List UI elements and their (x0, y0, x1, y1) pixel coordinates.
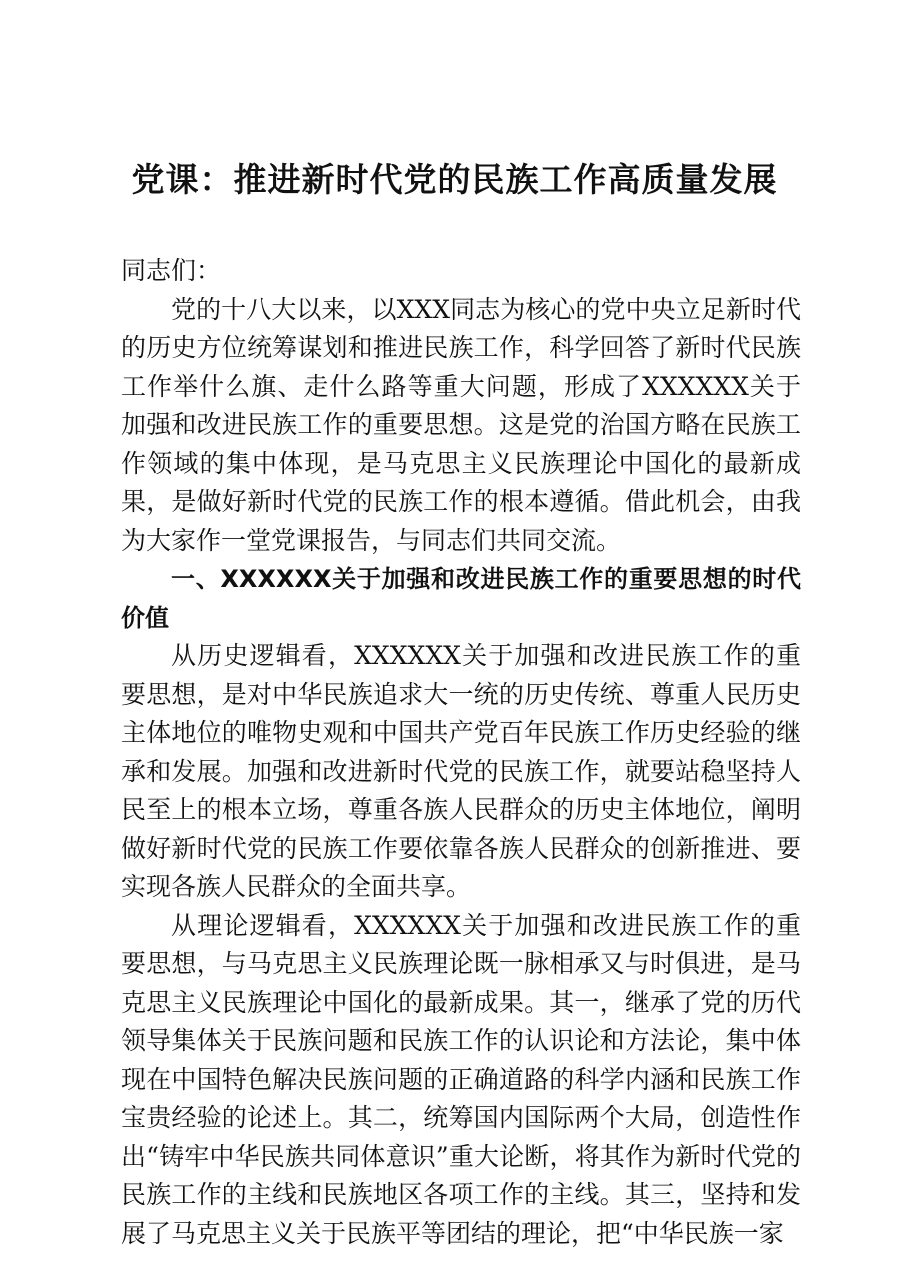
document-title: 党课：推进新时代党的民族工作高质量发展 (131, 160, 778, 199)
document-body (121, 252, 801, 1253)
paragraph-theory-logic: 从理论逻辑看，XXXXXX关于加强和改进民族工作的重要思想，与马克思主义民族理论既一脉相承又与时俱进，是马克思主义民族理论中国化的最新成果。其一，继承了党的历代领导集体关于民族问题和民族工作的认识论和方法论，集中体现在中国特色解决民族问题的正确道路的科学内涵和民族工作宝贵经验的论述上。其二，统筹国内国际两个大局，创造性作出“铸牢中华民族共同体意识”重大论断，将其作为新时代党的民族工作的主线和民族地区各项工作的主线。其三，坚持和发展了马克思主义关于民族平等团结的理论，把“中华民族一家 (121, 910, 801, 1248)
salutation: 同志们： (121, 256, 222, 285)
paragraph-intro: 党的十八大以来，以XXX同志为核心的党中央立足新时代的历史方位统筹谋划和推进民族工作，科学回答了新时代民族工作举什么旗、走什么路等重大问题，形成了XXXXXX关于加强和改进民族工作的重要思想。这是党的治国方略在民族工作领域的集中体现，是马克思主义民族理论中国化的最新成果，是做好新时代党的民族工作的根本遵循。借此机会，由我为大家作一堂党课报告，与同志们共同交流。 (121, 294, 801, 555)
section-heading-1: 一、XXXXXX关于加强和改进民族工作的重要思想的时代价值 (121, 565, 801, 632)
paragraph-history-logic: 从历史逻辑看，XXXXXX关于加强和改进民族工作的重要思想，是对中华民族追求大一统的历史传统、尊重人民历史主体地位的唯物史观和中国共产党百年民族工作历史经验的继承和发展。加强和改进新时代党的民族工作，就要站稳坚持人民至上的根本立场，尊重各族人民群众的历史主体地位，阐明做好新时代党的民族工作要依靠各族人民群众的创新推进、要实现各族人民群众的全面共享。 (121, 641, 801, 901)
